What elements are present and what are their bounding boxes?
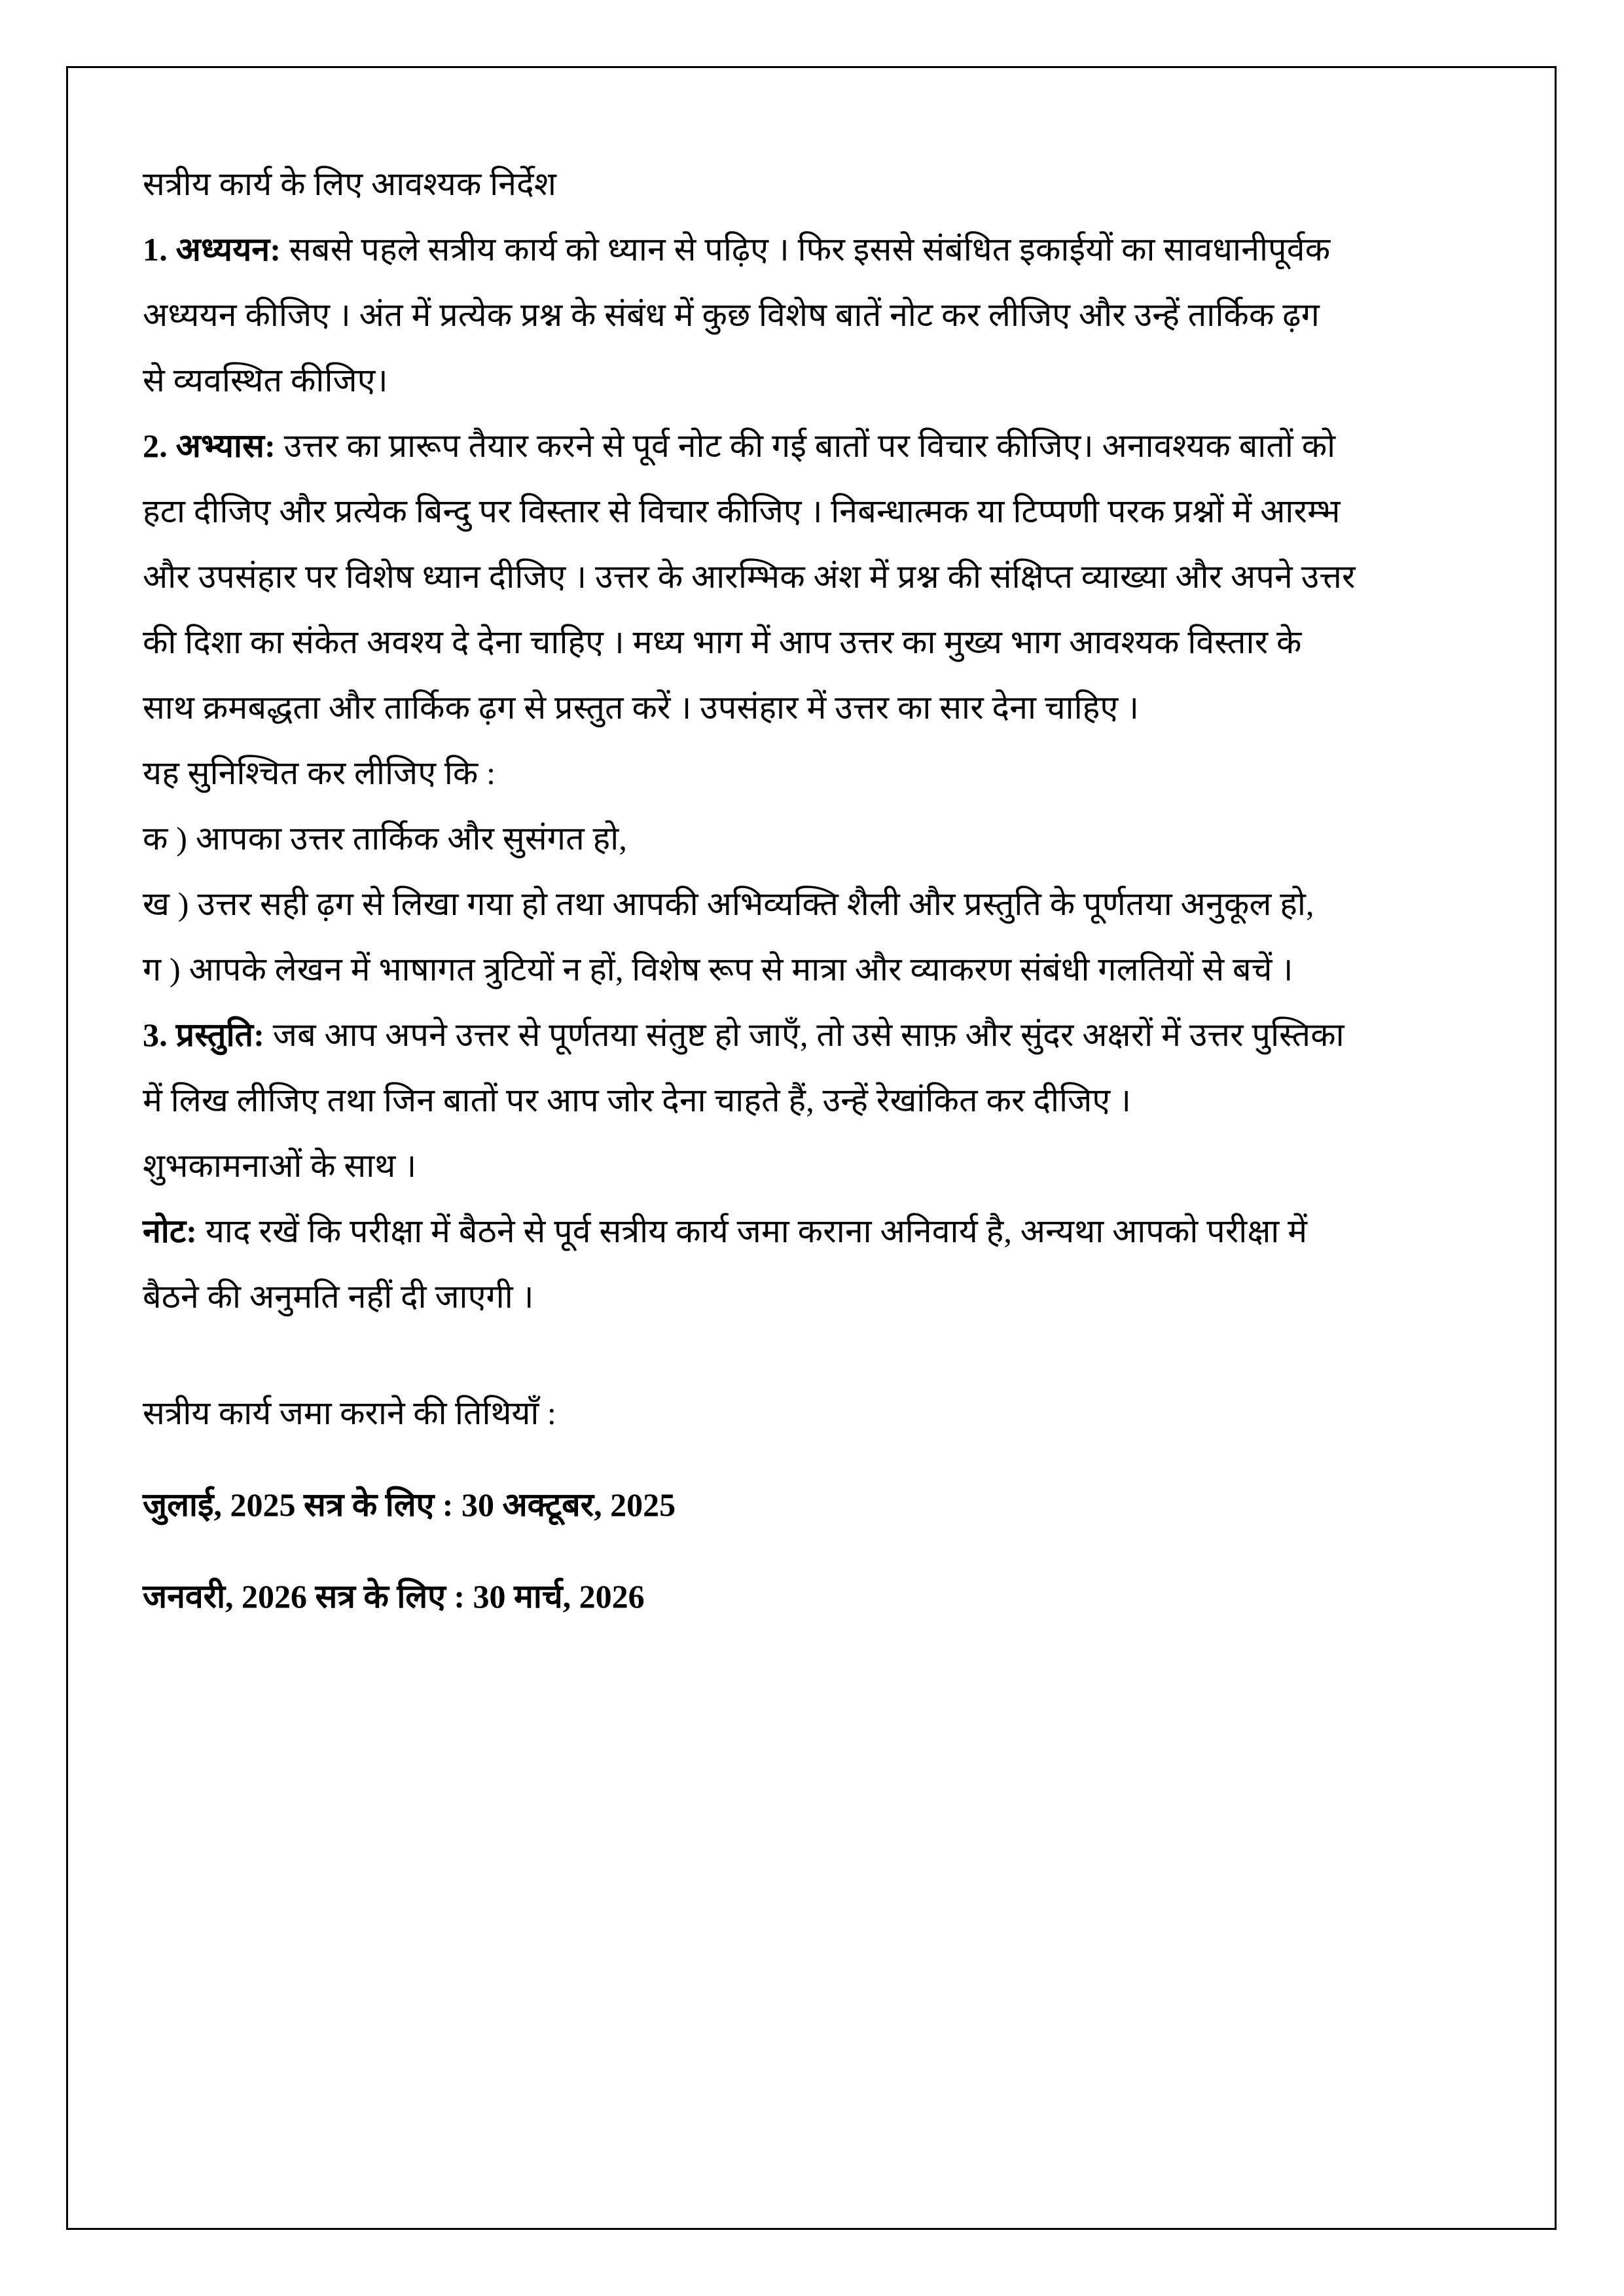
document-body (143, 151, 1471, 1629)
note-line-1: नोट: याद रखें कि परीक्षा में बैठने से पूर्व सत्रीय कार्य जमा कराना अनिवार्य है, अन्यथा आपको परीक्षा में (143, 1213, 1308, 1249)
ensure-point-kha: ख ) उत्तर सही ढ़ग से लिखा गया हो तथा आपकी अभिव्यक्ति शैली और प्रस्तुति के पूर्णतया अनुकूल हो, (143, 886, 1314, 922)
section-practice-line-3: और उपसंहार पर विशेष ध्यान दीजिए । उत्तर के आरम्भिक अंश में प्रश्न की संक्षिप्त व्याख्या और अपने उत्तर (143, 558, 1356, 595)
page-border-frame (66, 66, 1557, 2230)
spacer-dates-2 (143, 1537, 1471, 1564)
date-line-january-2026: जनवरी, 2026 सत्र के लिए : 30 मार्च, 2026 (143, 1578, 645, 1615)
section-presentation (143, 1002, 1471, 1133)
dates-heading: सत्रीय कार्य जमा कराने की तिथियाँ : (143, 1395, 556, 1431)
section-study-line-1: 1. अध्ययन: सबसे पहले सत्रीय कार्य को ध्यान से पढ़िए । फिर इससे संबंधित इकाईयों का सावधानीपूर्वक (143, 231, 1331, 268)
section-study-line-2: अध्ययन कीजिए । अंत में प्रत्येक प्रश्न के संबंध में कुछ विशेष बातें नोट कर लीजिए और उन्हें तार्किक ढ़ग (143, 296, 1320, 333)
section-practice-line-1: 2. अभ्यास: उत्तर का प्रारूप तैयार करने से पूर्व नोट की गई बातों पर विचार कीजिए। अनावश्यक बातों को (143, 427, 1336, 464)
ensure-point-ga: ग ) आपके लेखन में भाषागत त्रुटियों न हों, विशेष रूप से मात्रा और व्याकरण संबंधी गलतियों से बचें । (143, 951, 1293, 988)
page-title: सत्रीय कार्य के लिए आवश्यक निर्देश (143, 166, 557, 202)
note-line-2: बैठने की अनुमति नहीं दी जाएगी । (143, 1278, 534, 1315)
section-practice-line-4: की दिशा का संकेत अवश्य दे देना चाहिए । मध्य भाग में आप उत्तर का मुख्य भाग आवश्यक विस्तार के (143, 624, 1302, 660)
section-presentation-line-2: में लिख लीजिए तथा जिन बातों पर आप जोर देना चाहते हैं, उन्हें रेखांकित कर दीजिए । (143, 1082, 1132, 1119)
spacer-before-dates (143, 1329, 1471, 1380)
good-wishes: शुभकामनाओं के साथ । (143, 1147, 417, 1184)
spacer-dates-1 (143, 1446, 1471, 1472)
date-line-july-2025: जुलाई, 2025 सत्र के लिए : 30 अक्टूबर, 2025 (143, 1486, 676, 1523)
ensure-intro: यह सुनिश्चित कर लीजिए कि : (143, 755, 496, 791)
section-practice-line-5: साथ क्रमबद्धता और तार्किक ढ़ग से प्रस्तुत करें । उपसंहार में उत्तर का सार देना चाहिए । (143, 689, 1140, 726)
section-practice-line-2: हटा दीजिए और प्रत्येक बिन्दु पर विस्तार से विचार कीजिए । निबन्धात्मक या टिप्पणी परक प्रश्नों में आरम्भ (143, 493, 1341, 529)
note-block (143, 1198, 1471, 1329)
section-study (143, 217, 1471, 413)
ensure-point-ka: क ) आपका उत्तर तार्किक और सुसंगत हो, (143, 820, 628, 857)
section-study-line-3: से व्यवस्थित कीजिए। (143, 362, 388, 399)
section-practice (143, 413, 1471, 740)
section-presentation-line-1: 3. प्रस्तुति: जब आप अपने उत्तर से पूर्णतया संतुष्ट हो जाएँ, तो उसे साफ़ और सुंदर अक्षरों में उत्तर पुस्तिका (143, 1016, 1344, 1053)
ensure-points-list (143, 806, 1471, 1002)
